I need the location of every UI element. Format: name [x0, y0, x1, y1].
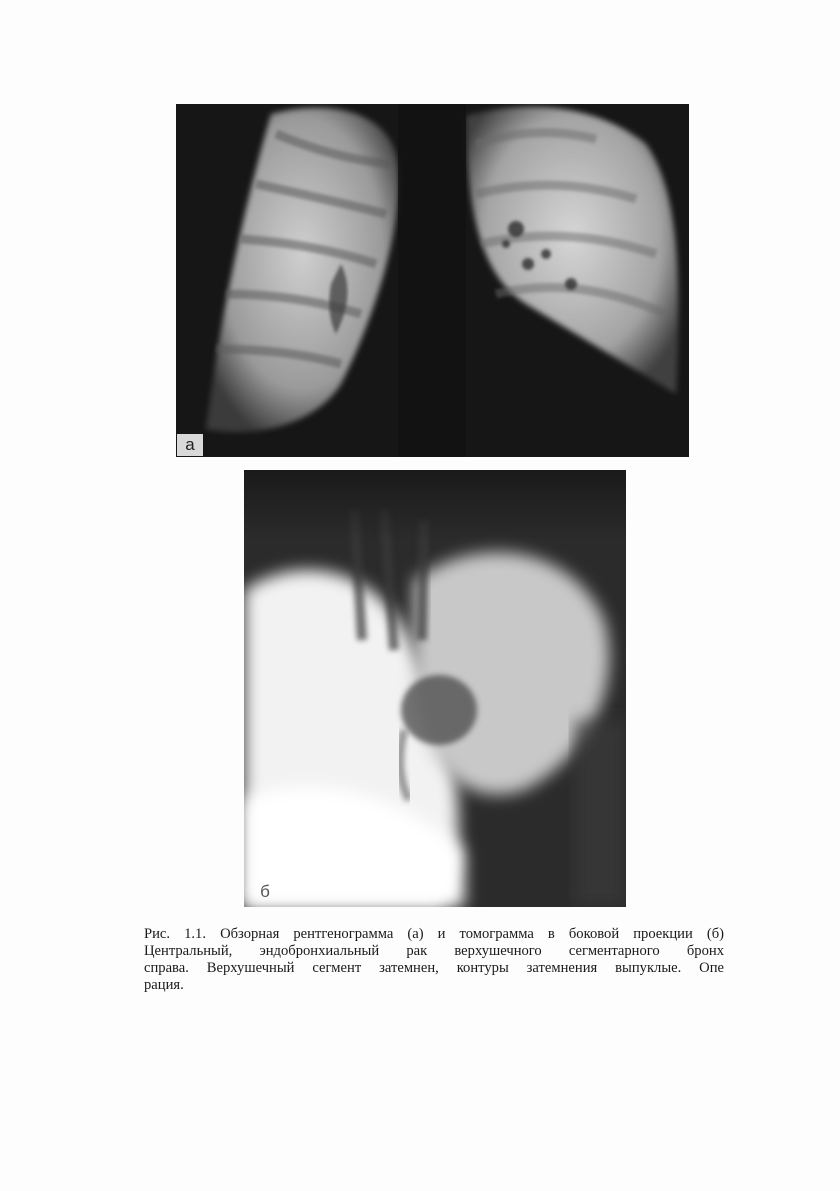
tomogram-lateral-drawing: [244, 470, 626, 907]
caption-line: справа. Верхушечный сегмент затемнен, контуры затемнения выпуклые. Опе: [144, 960, 724, 976]
radiograph-frontal-image: [176, 104, 689, 457]
caption-line: Центральный, эндобронхиальный рак верхушечного сегментарного бронх: [144, 943, 724, 959]
caption-line: Рис. 1.1. Обзорная рентгенограмма (а) и томограмма в боковой проекции (б): [144, 926, 724, 942]
panel-a-label: а: [177, 434, 203, 456]
figure-caption: [144, 926, 724, 994]
tomogram-lateral-image: [244, 470, 626, 907]
caption-line: рация.: [144, 977, 184, 993]
panel-b-label: б: [260, 882, 270, 901]
radiograph-frontal-drawing: [176, 104, 689, 457]
